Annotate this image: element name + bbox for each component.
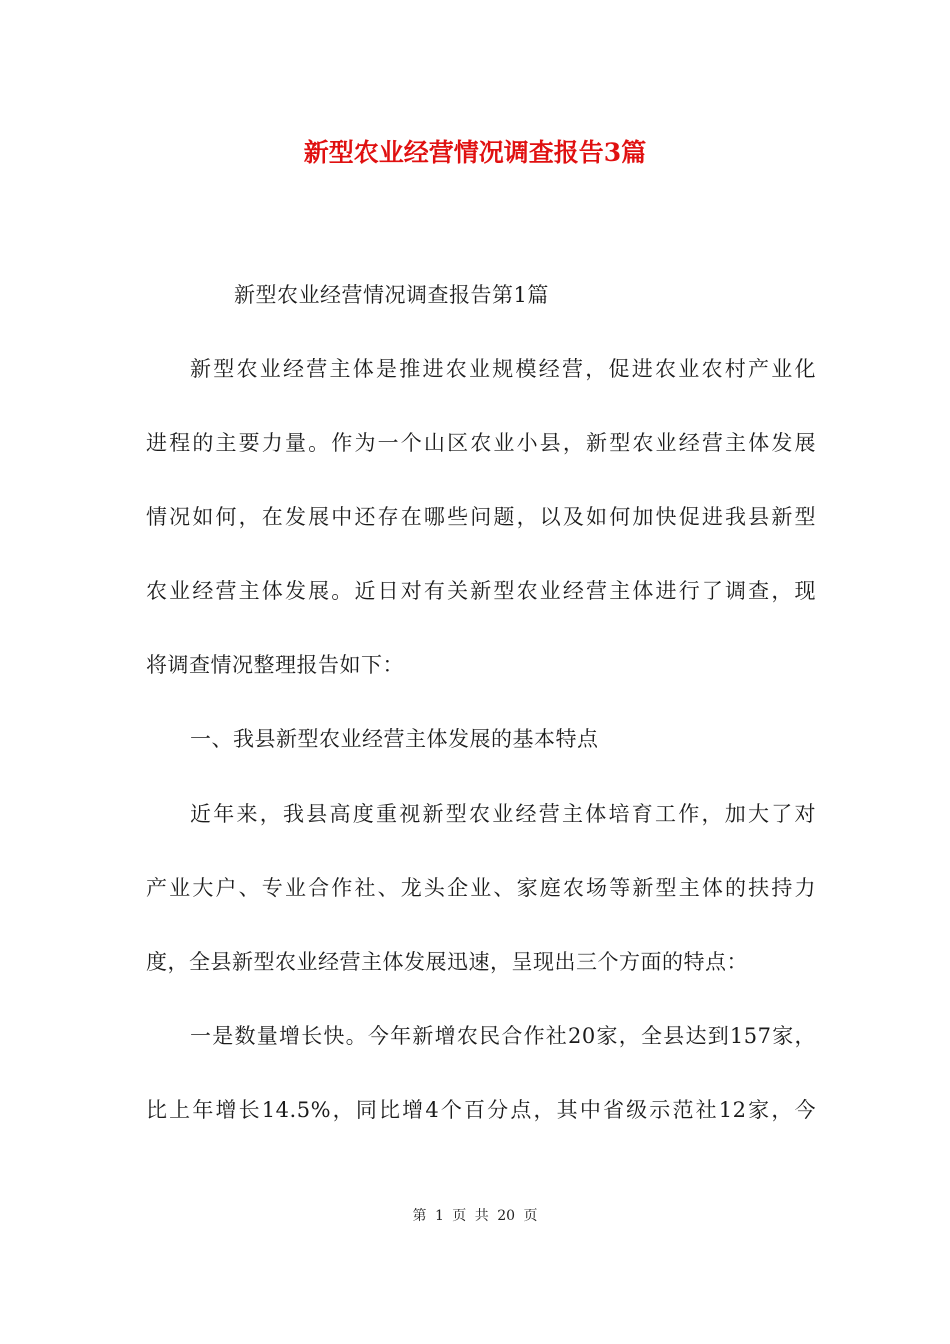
paragraph-line: 农业经营主体发展。近日对有关新型农业经营主体进行了调查，现 bbox=[146, 579, 816, 603]
paragraph-line: 比上年增长14.5%，同比增4个百分点，其中省级示范社12家，今 bbox=[146, 1098, 816, 1122]
paragraph-line: 将调查情况整理报告如下： bbox=[146, 653, 404, 677]
page-footer: 第 1 页 共 20 页 bbox=[412, 1208, 538, 1224]
paragraph-line: 一是数量增长快。今年新增农民合作社20家，全县达到157家， bbox=[190, 1024, 816, 1048]
subtitle-line: 新型农业经营情况调查报告第1篇 bbox=[234, 283, 549, 307]
paragraph-line: 新型农业经营主体是推进农业规模经营，促进农业农村产业化 bbox=[190, 357, 816, 381]
paragraph-line: 进程的主要力量。作为一个山区农业小县，新型农业经营主体发展 bbox=[146, 431, 816, 455]
paragraph-line: 情况如何，在发展中还存在哪些问题，以及如何加快促进我县新型 bbox=[146, 505, 816, 529]
paragraph-line: 产业大户、专业合作社、龙头企业、家庭农场等新型主体的扶持力 bbox=[146, 876, 816, 900]
section-heading: 一、我县新型农业经营主体发展的基本特点 bbox=[190, 727, 599, 751]
paragraph-line: 近年来，我县高度重视新型农业经营主体培育工作，加大了对 bbox=[190, 802, 816, 826]
paragraph-line: 度，全县新型农业经营主体发展迅速，呈现出三个方面的特点： bbox=[146, 950, 748, 974]
document-title: 新型农业经营情况调查报告3篇 bbox=[303, 138, 647, 167]
